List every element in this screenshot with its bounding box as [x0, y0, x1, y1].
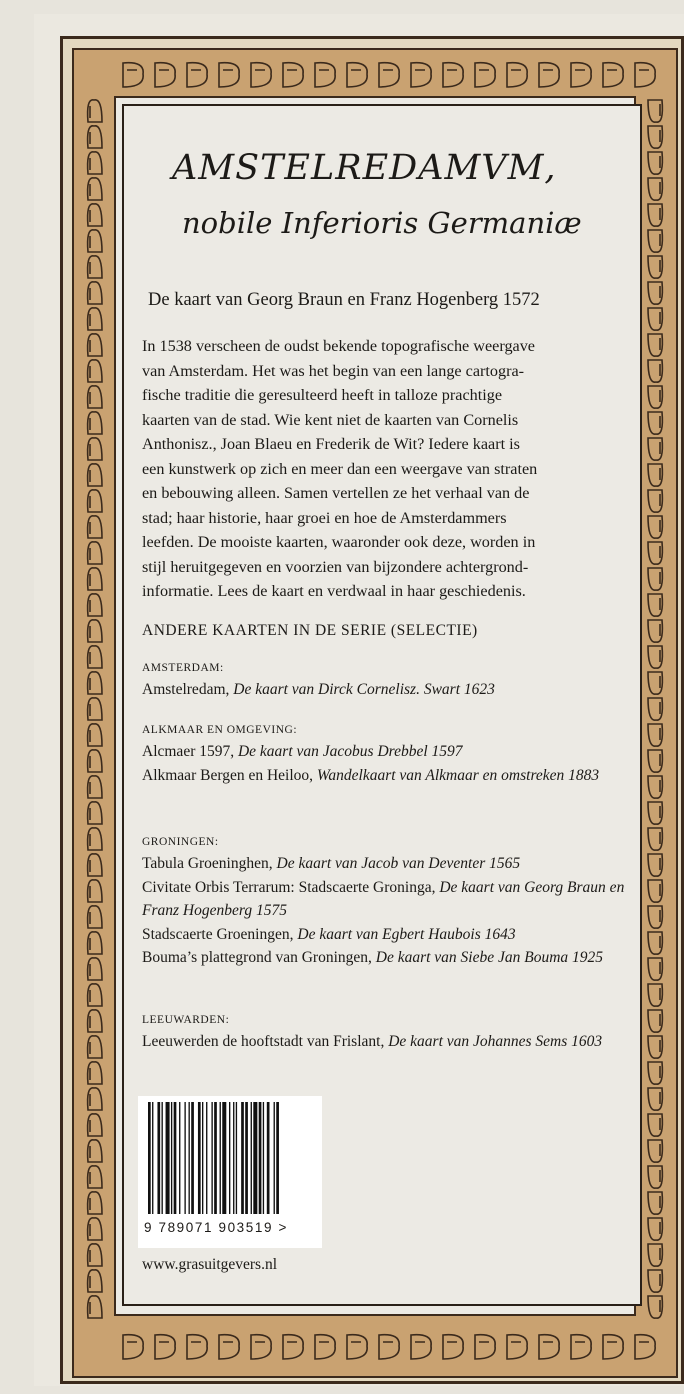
- barcode-bar: [157, 1102, 160, 1214]
- barcode-bar: [179, 1102, 180, 1214]
- barcode-bar: [259, 1102, 262, 1214]
- barcode-bar: [251, 1102, 252, 1214]
- region-alkmaar: [142, 720, 632, 787]
- region-name: ALKMAAR EN OMGEVING:: [142, 724, 298, 736]
- map-title: Amstelredam,: [142, 681, 230, 698]
- intro-line: stijl heruitgegeven en voorzien van bijzondere achtergrond-: [142, 557, 529, 576]
- map-entry: [142, 764, 632, 788]
- barcode-bar: [253, 1102, 257, 1214]
- intro-line: In 1538 verscheen de oudst bekende topografische weergave: [142, 337, 535, 355]
- map-entry: [142, 923, 632, 947]
- region-groningen: [142, 832, 632, 970]
- map-title: Leeuwerden de hooftstadt van Frislant,: [142, 1033, 385, 1050]
- region-name: GRONINGEN:: [142, 836, 219, 848]
- barcode-bar: [152, 1102, 153, 1214]
- barcode-bar: [202, 1102, 203, 1214]
- intro-line: leefden. De mooiste kaarten, waaronder ook deze, worden in: [142, 533, 536, 551]
- intro-text: [142, 334, 630, 604]
- intro-line: Anthonisz., Joan Blaeu en Frederik de Wit? Iedere kaart is: [142, 435, 520, 453]
- barcode-bar: [220, 1102, 221, 1214]
- barcode-bars: [142, 1102, 318, 1218]
- map-desc: De kaart van Georg Braun en Franz Hogenberg 1575: [142, 878, 625, 919]
- intro-line: en bebouwing alleen. Samen vertellen ze het verhaal van de: [142, 484, 530, 502]
- subtitle: De kaart van Georg Braun en Franz Hogenberg 1572: [148, 290, 540, 310]
- title-block: [124, 136, 644, 276]
- barcode-bar: [236, 1102, 237, 1214]
- barcode-bar: [148, 1102, 151, 1214]
- map-entry: [142, 946, 632, 970]
- intro-line: fische traditie die geresulteerd heeft in talloze prachtige: [142, 386, 502, 404]
- map-desc: De kaart van Egbert Haubois 1643: [297, 925, 516, 943]
- map-entry: [142, 678, 632, 702]
- region-name: LEEUWARDEN:: [142, 1014, 230, 1026]
- barcode-bar: [174, 1102, 177, 1214]
- map-title: Tabula Groeninghen,: [142, 855, 273, 872]
- barcode-bar: [162, 1102, 163, 1214]
- region-amsterdam: [142, 658, 632, 702]
- map-title: Stadscaerte Groeningen,: [142, 925, 294, 943]
- barcode-bar: [267, 1102, 270, 1214]
- intro-line: een kunstwerk op zich en meer dan een weergave van straten: [142, 459, 538, 478]
- barcode-bar: [211, 1102, 212, 1214]
- barcode-bar: [184, 1102, 185, 1214]
- series-heading: ANDERE KAARTEN IN DE SERIE (SELECTIE): [142, 622, 478, 639]
- barcode-bar: [245, 1102, 248, 1214]
- barcode-bar: [189, 1102, 190, 1214]
- map-desc: De kaart van Siebe Jan Bouma 1925: [375, 949, 604, 966]
- map-title: Civitate Orbis Terrarum: Stadscaerte Groninga,: [142, 878, 436, 896]
- barcode-bar: [229, 1102, 230, 1214]
- title-sub: nobile Inferioris Germaniæ: [182, 206, 582, 240]
- map-desc: De kaart van Jacobus Drebbel 1597: [237, 743, 463, 760]
- intro-line: van Amsterdam. Het was het begin van een lange cartogra-: [142, 361, 525, 380]
- map-desc: De kaart van Jacob van Deventer 1565: [276, 855, 521, 872]
- barcode-bar: [274, 1102, 275, 1214]
- map-entry: [142, 876, 632, 923]
- map-desc: De kaart van Johannes Sems 1603: [388, 1033, 603, 1050]
- barcode-bar: [191, 1102, 194, 1214]
- map-title: Alkmaar Bergen en Heiloo,: [142, 766, 314, 784]
- map-entry: [142, 1030, 632, 1054]
- map-desc: De kaart van Dirck Cornelisz. Swart 1623: [233, 681, 495, 698]
- region-leeuwarden: [142, 1010, 632, 1054]
- map-desc: Wandelkaart van Alkmaar en omstreken 1883: [316, 766, 600, 784]
- barcode-bar: [276, 1102, 279, 1214]
- map-entry: [142, 852, 632, 876]
- barcode-number: 9 789071 903519 >: [144, 1220, 288, 1235]
- barcode-bar: [206, 1102, 207, 1214]
- barcode-bar: [241, 1102, 244, 1214]
- barcode-bar: [222, 1102, 226, 1214]
- barcode: [138, 1096, 322, 1248]
- map-title: Alcmaer 1597,: [142, 743, 235, 760]
- barcode-bar: [233, 1102, 234, 1214]
- barcode-bar: [263, 1102, 264, 1214]
- intro-line: kaarten van de stad. Wie kent niet de kaarten van Cornelis: [142, 410, 519, 429]
- map-title: Bouma’s plattegrond van Groningen,: [142, 949, 372, 966]
- intro-line: informatie. Lees de kaart en verdwaal in haar geschiedenis.: [142, 582, 526, 600]
- website-url: www.grasuitgevers.nl: [142, 1256, 278, 1273]
- intro-line: stad; haar historie, haar groei en hoe de Amsterdammers: [142, 508, 507, 527]
- map-entry: [142, 740, 632, 764]
- barcode-bar: [171, 1102, 172, 1214]
- title-main: AMSTELREDAMVM,: [172, 148, 557, 188]
- barcode-bar: [166, 1102, 170, 1214]
- text-panel: [122, 104, 642, 1306]
- barcode-bar: [198, 1102, 201, 1214]
- barcode-bar: [214, 1102, 217, 1214]
- region-name: AMSTERDAM:: [142, 662, 224, 674]
